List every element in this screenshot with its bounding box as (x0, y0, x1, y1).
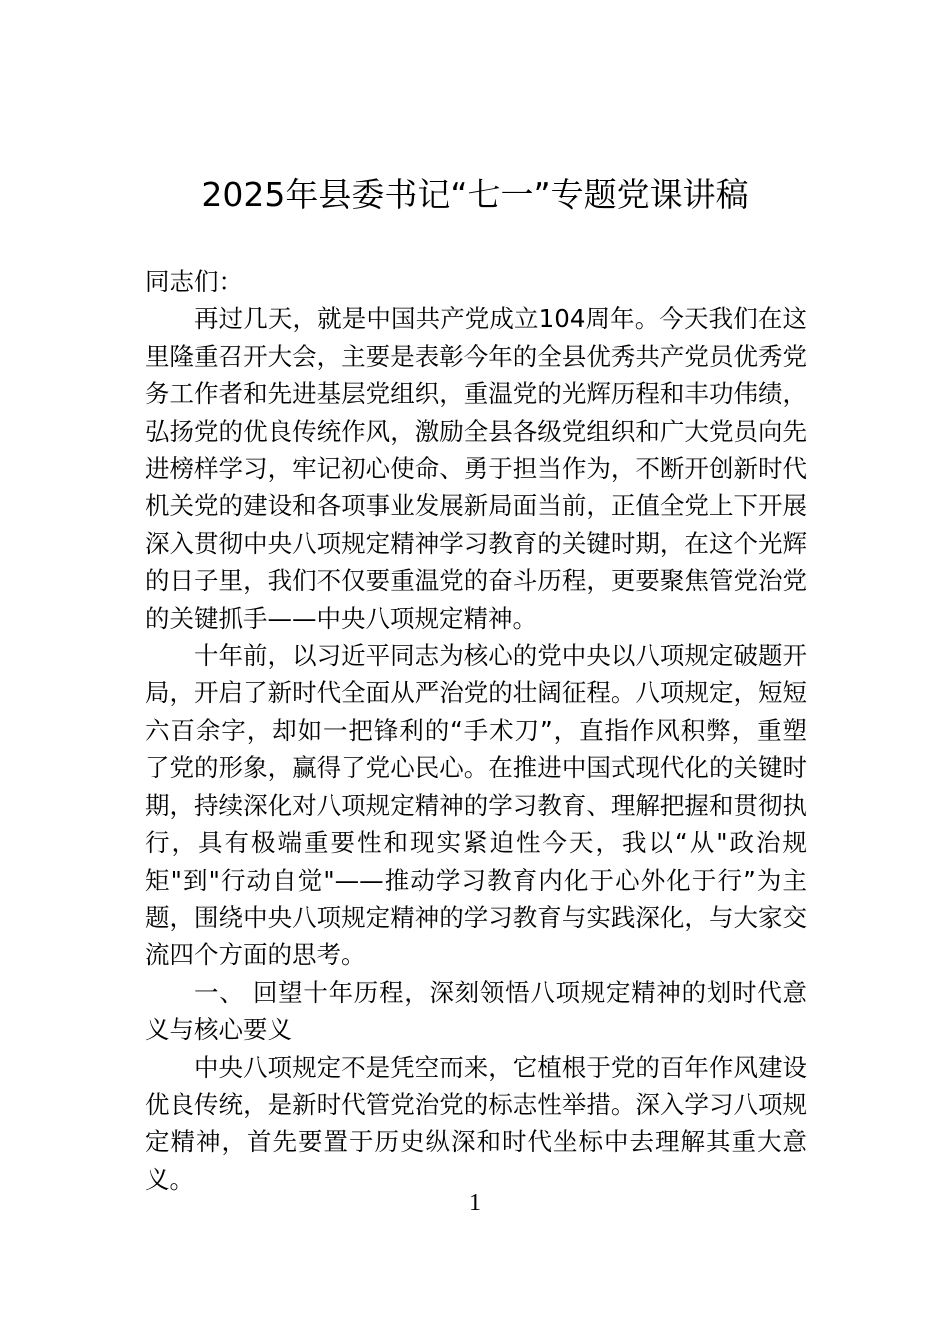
section-heading-one: 一、 回望十年历程，深刻领悟八项规定精神的划时代意义与核心要义 (145, 977, 807, 1045)
paragraph-background: 十年前，以习近平同志为核心的党中央以八项规定破题开局，开启了新时代全面从严治党的壮阔征程。八项规定，短短六百余字，却如一把锋利的“手术刀”，直指作风积弊，重塑了党的形象，赢得了党心民心。在推进中国式现代化的关键时期，持续深化对八项规定精神的学习教育、理解把握和贯彻执行，具有极端重要性和现实紧迫性今天，我以“从"政治规矩"到"行动自觉"——推动学习教育内化于心外化于行”为主题，围绕中央八项规定精神的学习教育与实践深化，与大家交流四个方面的思考。 (145, 641, 807, 970)
document-body (145, 263, 807, 1198)
page-number: 1 (469, 1190, 481, 1216)
document-title: 2025年县委书记“七一”专题党课讲稿 (201, 175, 749, 214)
paragraph-section-one: 中央八项规定不是凭空而来，它植根于党的百年作风建设优良传统，是新时代管党治党的标志性举措。深入学习八项规定精神，首先要置于历史纵深和时代坐标中去理解其重大意义。 (145, 1052, 807, 1194)
paragraph-intro: 再过几天，就是中国共产党成立104周年。今天我们在这里隆重召开大会，主要是表彰今年的全县优秀共产党员优秀党务工作者和先进基层党组织，重温党的光辉历程和丰功伟绩，弘扬党的优良传统作风，激励全县各级党组织和广大党员向先进榜样学习，牢记初心使命、勇于担当作为，不断开创新时代机关党的建设和各项事业发展新局面当前，正值全党上下开展深入贯彻中央八项规定精神学习教育的关键时期，在这个光辉的日子里，我们不仅要重温党的奋斗历程，更要聚焦管党治党的关键抓手——中央八项规定精神。 (145, 304, 807, 633)
salutation: 同志们： (145, 267, 243, 296)
